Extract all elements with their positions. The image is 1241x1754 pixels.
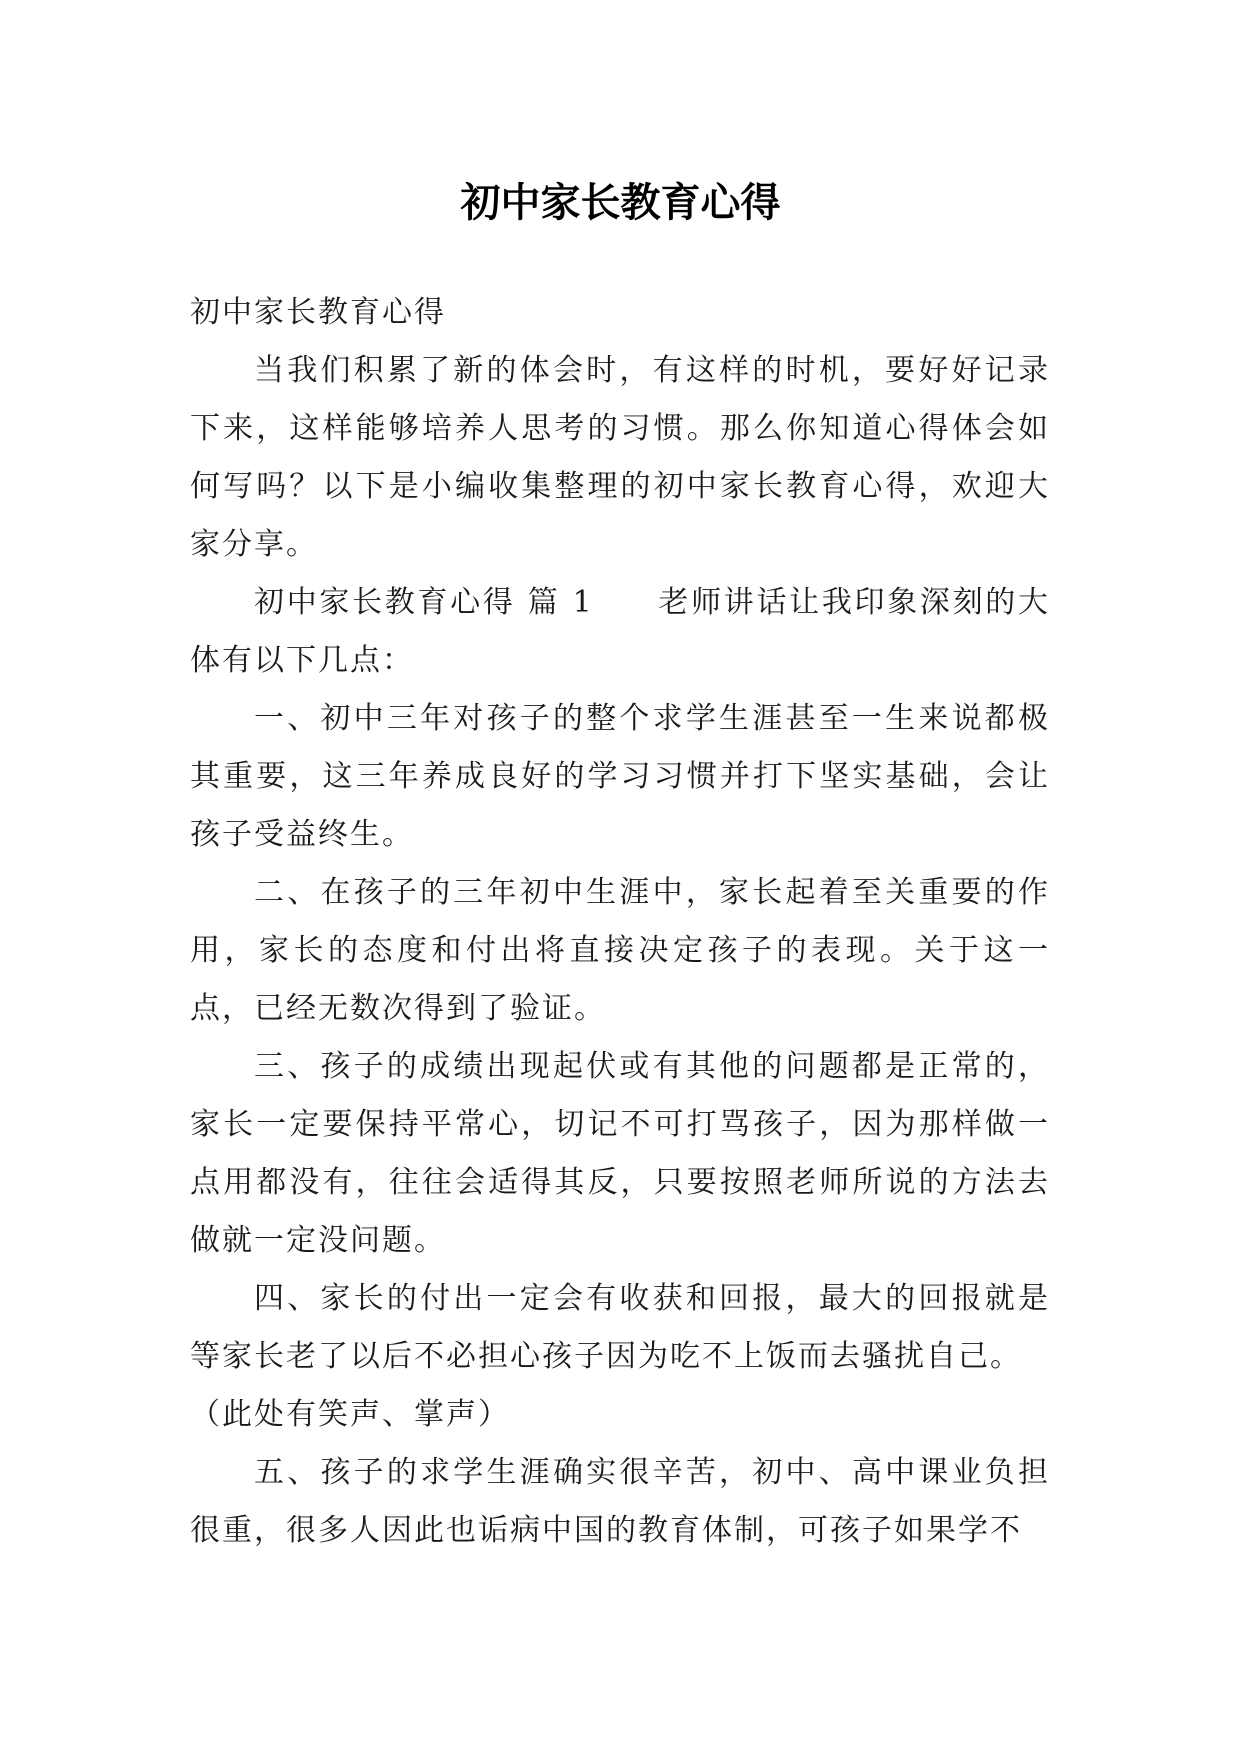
remark: （此处有笑声、掌声） — [190, 1397, 510, 1432]
page-title: 初中家长教育心得 — [460, 178, 781, 226]
subtitle: 初中家长教育心得 — [190, 295, 446, 330]
point-5: 五、孩子的求学生涯确实很辛苦，初中、高中课业负担很重，很多人因此也诟病中国的教育体制，可孩子如果学不 — [190, 1455, 1050, 1548]
section-paragraph — [190, 574, 1050, 690]
document-body — [190, 284, 1050, 1560]
point-3: 三、孩子的成绩出现起伏或有其他的问题都是正常的，家长一定要保持平常心，切记不可打骂孩子，因为那样做一点用都没有，往往会适得其反，只要按照老师所说的方法去做就一定没问题。 — [190, 1049, 1050, 1258]
section-heading: 初中家长教育心得 篇 1 — [254, 585, 594, 620]
point-2: 二、在孩子的三年初中生涯中，家长起着至关重要的作用，家长的态度和付出将直接决定孩子的表现。关于这一点，已经无数次得到了验证。 — [190, 875, 1050, 1026]
intro-paragraph: 当我们积累了新的体会时，有这样的时机，要好好记录下来，这样能够培养人思考的习惯。那么你知道心得体会如何写吗？以下是小编收集整理的初中家长教育心得，欢迎大家分享。 — [190, 353, 1050, 562]
section-lead: 老师讲话让我印象深刻的大体有以下几点： — [190, 585, 1050, 678]
point-4: 四、家长的付出一定会有收获和回报，最大的回报就是等家长老了以后不必担心孩子因为吃不上饭而去骚扰自己。 — [190, 1281, 1050, 1374]
point-1: 一、初中三年对孩子的整个求学生涯甚至一生来说都极其重要，这三年养成良好的学习习惯并打下坚实基础，会让孩子受益终生。 — [190, 701, 1050, 852]
